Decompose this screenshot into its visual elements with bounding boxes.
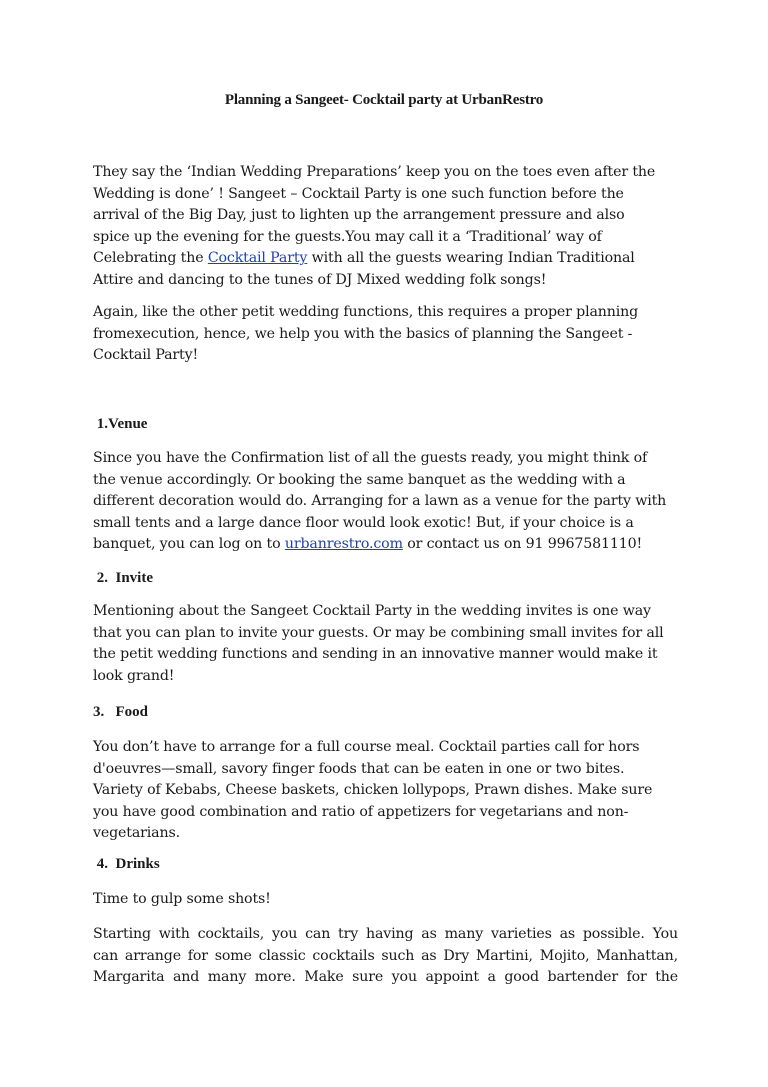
intro-line: Attire and dancing to the tunes of DJ Mixed wedding folk songs! <box>93 271 547 288</box>
invite-line: Mentioning about the Sangeet Cocktail Party in the wedding invites is one way <box>93 603 651 619</box>
urbanrestro-link[interactable]: urbanrestro.com <box>284 536 403 553</box>
venue-line: Since you have the Confirmation list of all the guests ready, you might think of <box>93 450 648 466</box>
venue-heading: 1.Venue <box>93 416 148 432</box>
food-line: You don’t have to arrange for a full course meal. Cocktail parties call for hors <box>93 739 640 755</box>
intro2-line: Cocktail Party! <box>93 347 199 364</box>
document-title: Planning a Sangeet- Cocktail party at UrbanRestro <box>224 92 544 108</box>
food-line: you have good combination and ratio of appetizers for vegetarians and non- <box>93 803 629 820</box>
cocktail-party-link[interactable]: Cocktail Party <box>207 250 308 267</box>
drinks-line: Margarita and many more. Make sure you appoint a good bartender for the <box>93 969 678 986</box>
venue-line: small tents and a large dance floor would look exotic! But, if your choice is a <box>93 514 634 531</box>
invite-line: look grand! <box>93 667 175 684</box>
drinks-paragraph <box>93 924 678 989</box>
venue-paragraph <box>93 448 678 556</box>
venue-text: or contact us on 91 9967581110! <box>402 536 643 553</box>
intro2-line: Again, like the other petit wedding functions, this requires a proper planning <box>93 304 639 320</box>
intro-text: with all the guests wearing Indian Traditional <box>307 250 635 267</box>
intro-paragraph-2 <box>93 302 678 367</box>
intro-paragraph <box>93 162 678 292</box>
food-line: vegetarians. <box>93 825 180 842</box>
invite-line: the petit wedding functions and sending in an innovative manner would make it <box>93 646 658 663</box>
intro-text: Celebrating the <box>93 250 208 267</box>
drinks-line: Starting with cocktails, you can try having as many varieties as possible. You <box>93 926 678 942</box>
intro-line: arrival of the Big Day, just to lighten up the arrangement pressure and also <box>93 207 625 224</box>
invite-paragraph <box>93 601 678 687</box>
invite-line: that you can plan to invite your guests. Or may be combining small invites for all <box>93 624 664 641</box>
intro-line-with-link <box>93 248 678 270</box>
venue-line: different decoration would do. Arranging for a lawn as a venue for the party with <box>93 493 667 510</box>
venue-line-with-link <box>93 534 678 556</box>
drinks-heading: 4. Drinks <box>93 856 160 872</box>
food-line: d'oeuvres—small, savory finger foods that can be eaten in one or two bites. <box>93 760 625 777</box>
food-paragraph <box>93 737 678 845</box>
food-line: Variety of Kebabs, Cheese baskets, chicken lollypops, Prawn dishes. Make sure <box>93 782 653 799</box>
intro-line: They say the ‘Indian Wedding Preparations’ keep you on the toes even after the <box>93 164 656 180</box>
drinks-line: can arrange for some classic cocktails such as Dry Martini, Mojito, Manhattan, <box>93 947 678 964</box>
venue-text: banquet, you can log on to <box>93 536 285 553</box>
food-heading: 3. Food <box>93 704 149 720</box>
intro-line: Wedding is done’ ! Sangeet – Cocktail Party is one such function before the <box>93 185 624 202</box>
intro-line: spice up the evening for the guests.You may call it a ‘Traditional’ way of <box>93 228 602 245</box>
drinks-intro <box>93 889 678 911</box>
venue-line: the venue accordingly. Or booking the same banquet as the wedding with a <box>93 471 626 488</box>
intro2-line: fromexecution, hence, we help you with the basics of planning the Sangeet - <box>93 325 633 342</box>
drinks-line: Time to gulp some shots! <box>93 891 271 907</box>
invite-heading: 2. Invite <box>93 570 153 586</box>
